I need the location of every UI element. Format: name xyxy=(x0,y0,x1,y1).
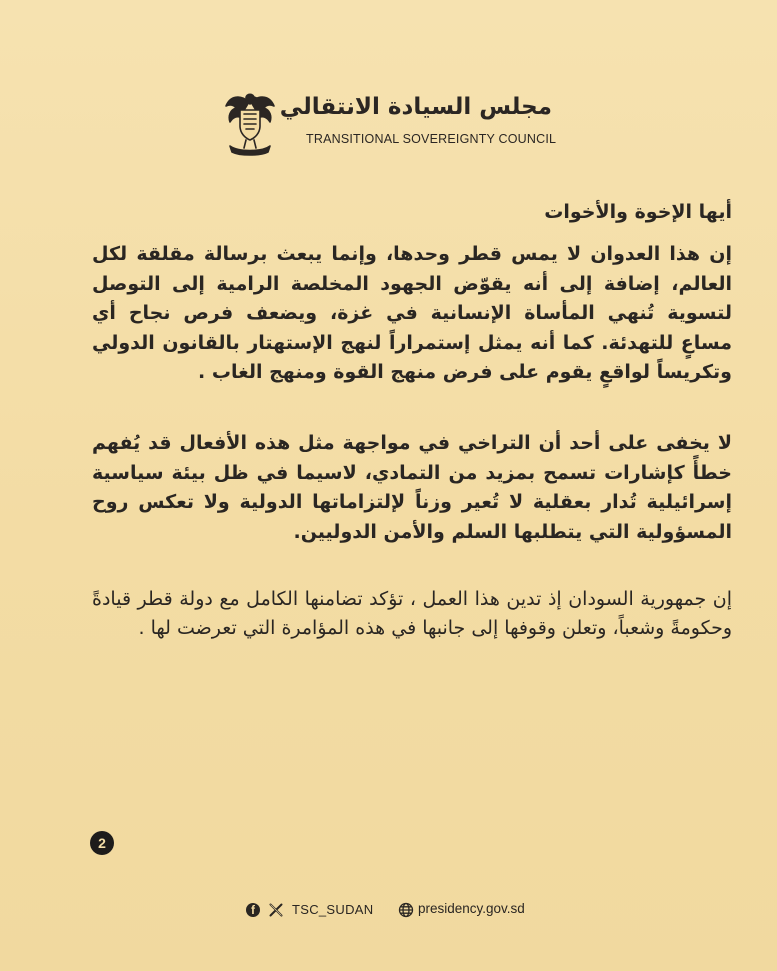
header xyxy=(0,88,777,158)
facebook-icon[interactable]: f xyxy=(246,903,260,917)
social-handle[interactable]: TSC_SUDAN xyxy=(292,902,374,917)
paragraph-3: إن جمهورية السودان إذ تدين هذا العمل ، تؤكد تضامنها الكامل مع دولة قطر قيادةً وحكومةً وشعباً، وتعلن وقوفها إلى جانبها في هذه المؤامرة التي تعرضت لها . xyxy=(92,588,732,640)
council-title-english: TRANSITIONAL SOVEREIGNTY COUNCIL xyxy=(306,132,557,146)
council-title-arabic: مجلس السيادة الانتقالي xyxy=(279,94,552,120)
statement-body xyxy=(92,198,732,644)
greeting: أيها الإخوة والأخوات xyxy=(544,201,732,223)
page-number-badge: 2 xyxy=(90,831,114,855)
secretary-bird-emblem-icon xyxy=(222,88,278,158)
website-link[interactable]: presidency.gov.sd xyxy=(418,901,525,916)
x-twitter-icon[interactable] xyxy=(268,902,284,918)
paragraph-1: إن هذا العدوان لا يمس قطر وحدها، وإنما يبعث برسالة مقلقة لكل العالم، إضافة إلى أنه يقوّض الجهود المخلصة الرامية إلى التوصل لتسوية تُنهي المأساة الإنسانية في غزة، ويضعف فرص نجاح أي مساعٍ للتهدئة. كما أنه يمثل إستمراراً لنهج الإستهتار بالقانون الدولي وتكريساً لواقعٍ يقوم على فرض منهج القوة ومنهج الغاب . xyxy=(92,243,732,384)
paragraph-2: لا يخفى على أحد أن التراخي في مواجهة مثل هذه الأفعال قد يُفهم خطأً كإشارات تسمح بمزيد من التمادي، لاسيما في ظل بيئة سياسية إسرائيلية تُدار بعقلية لا تُعير وزناً لإلتزاماتها الدولية ولا تعكس روح المسؤولية التي يتطلبها السلم والأمن الدوليين. xyxy=(92,432,732,543)
globe-icon xyxy=(398,902,414,918)
footer xyxy=(0,898,777,922)
